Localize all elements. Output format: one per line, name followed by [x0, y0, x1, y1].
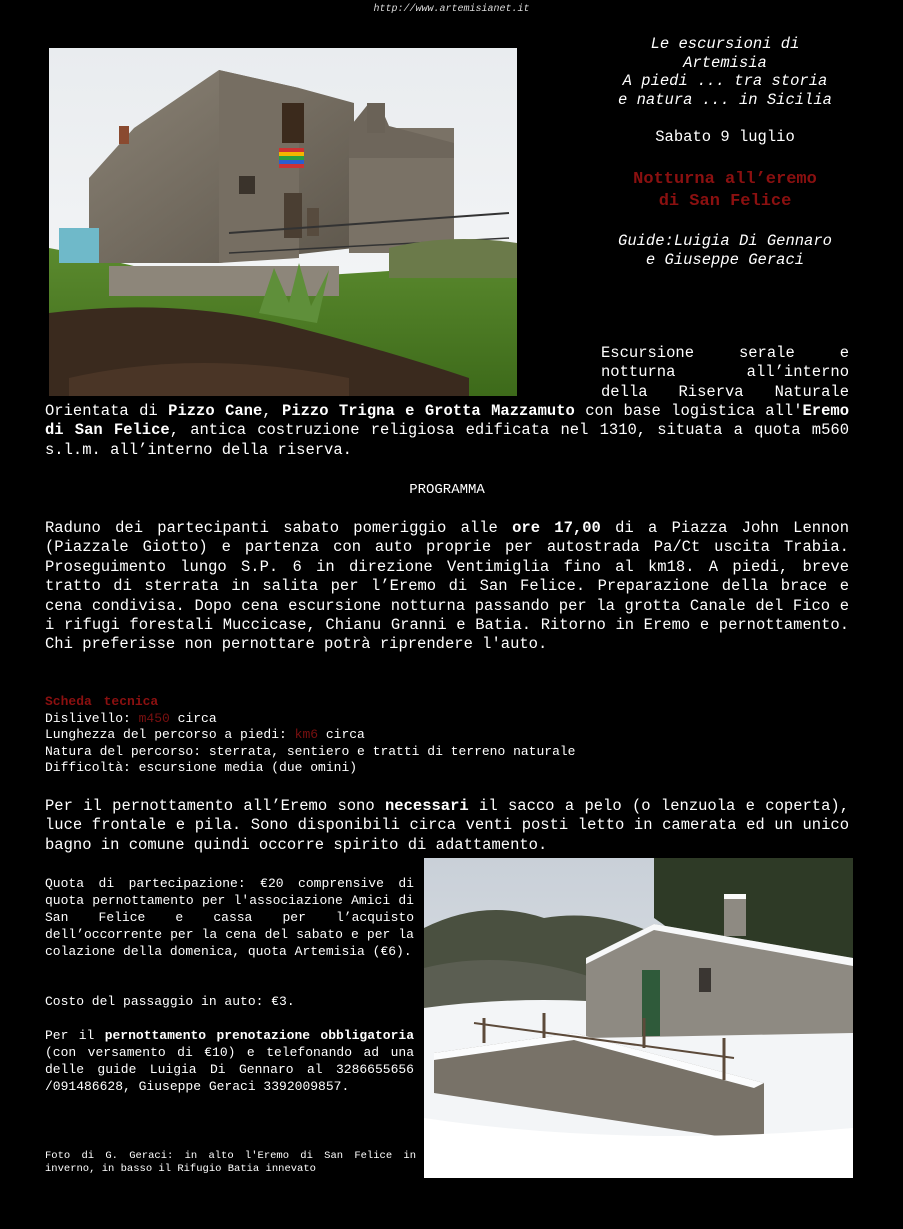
dislivello: Dislivello: m450 circa [45, 710, 217, 726]
scheda-tecnica [45, 694, 695, 777]
rifugio-photo [424, 858, 853, 1178]
prenotazione-text: Per il pernottamento prenotazione obbligatoria (con versamento di €10) e telefonando ad una delle guide Luigia Di Gennaro al 3286655656 /091486628, Giuseppe Geraci 3392009857. [45, 1028, 415, 1094]
programma-text: Raduno dei partecipanti sabato pomeriggio alle ore 17,00 di a Piazza John Lennon (Piazzale Giotto) e partenza con auto proprie per autostrada Pa/Ct uscita Trabia. Proseguimento lungo S.P. 6 in direzione Ventimiglia fino al km18. A piedi, breve tratto di sterrata in salita per l’Eremo di San Felice. Preparazione della brace e cena condivisa. Dopo cena escursione notturna passando per la grotta Canale del Fico e i rifugi forestali Muccicase, Chianu Granni e Batia. Ritorno in Eremo e pernottamento. Chi preferisse non pernottare potrà riprendere l'auto. [45, 519, 849, 654]
natura: Natura del percorso: sterrata, sentiero e tratti di terreno naturale [45, 743, 576, 759]
site-url[interactable]: http://www.artemisianet.it [373, 4, 530, 15]
quota-text: Quota di partecipazione: €20 comprensive di quota pernottamento per l'associazione Amici di San Felice e cassa per l’acquisto dell’occorrente per la cena del sabato e per la colazione della domenica, quota Artemisia (€6). [45, 876, 414, 959]
pernottamento-text: Per il pernottamento all’Eremo sono necessari il sacco a pelo (o lenzuola e coperta), luce frontale e pila. Sono disponibili circa venti posti letto in camerata ed un unico bagno in comune quindi occorre spirito di adattamento. [45, 797, 850, 854]
intro-right-text: Escursione serale e notturna all’interno della Riserva Naturale [601, 344, 849, 401]
programma-heading: PROGRAMMA [409, 482, 485, 498]
event-date: Sabato 9 luglio [655, 128, 795, 146]
tagline: A piedi ... tra storia e natura ... in Sicilia [618, 72, 832, 109]
eremo-photo [49, 48, 517, 396]
guides: Guide:Luigia Di Gennaro e Giuseppe Geraci [618, 232, 832, 269]
lunghezza: Lunghezza del percorso a piedi: km6 circa [45, 727, 365, 742]
intro-paragraph: Orientata di Pizzo Cane, Pizzo Trigna e Grotta Mazzamuto con base logistica all'Eremo di San Felice, antica costruzione religiosa edificata nel 1310, situata a quota m560 s.l.m. all’interno della riserva. [45, 402, 850, 459]
series-title: Le escursioni di Artemisia [650, 35, 800, 72]
difficolta: Difficoltà: escursione media (due omini) [45, 760, 358, 775]
costo-passaggio: Costo del passaggio in auto: €3. [45, 994, 295, 1009]
photo-caption: Foto di G. Geraci: in alto l'Eremo di San Felice in inverno, in basso il Rifugio Batia innevato [45, 1150, 416, 1175]
event-title: Notturna all’eremo di San Felice [633, 170, 817, 211]
scheda-title: Scheda tecnica [45, 694, 159, 709]
